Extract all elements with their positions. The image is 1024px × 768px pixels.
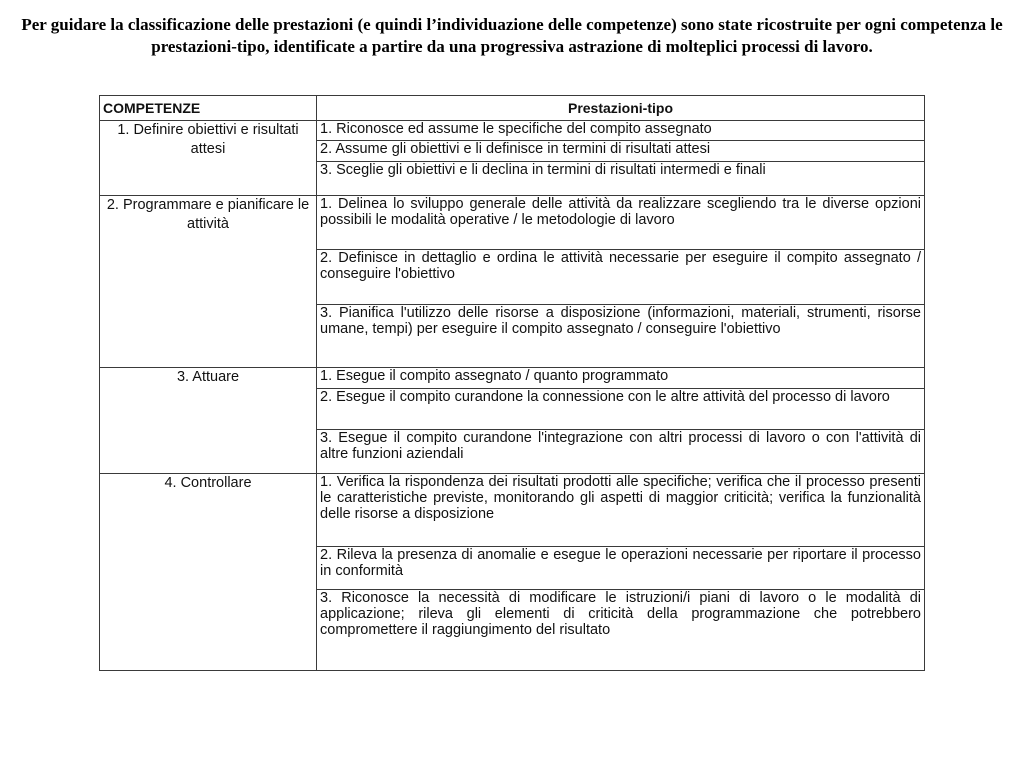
- header-competenze: COMPETENZE: [100, 96, 317, 121]
- prestazione-cell: 1. Delinea lo sviluppo generale delle attività da realizzare scegliendo tra le diverse opzioni possibili le modalità operative / le metodologie di lavoro: [317, 196, 925, 250]
- intro-paragraph: Per guidare la classificazione delle prestazioni (e quindi l’individuazione delle competenze) sono state ricostruite per ogni competenza le prestazioni-tipo, identificate a partire da una progressiva astrazione di molteplici processi di lavoro.: [21, 15, 1003, 56]
- prestazione-cell: 3. Pianifica l'utilizzo delle risorse a disposizione (informazioni, materiali, strumenti, risorse umane, tempi) per eseguire il compito assegnato / conseguire l'obiettivo: [317, 305, 925, 368]
- competenze-table-container: [99, 95, 924, 671]
- competenza-cell: 4. Controllare: [100, 474, 317, 671]
- prestazione-cell: 1. Esegue il compito assegnato / quanto programmato: [317, 368, 925, 389]
- prestazione-cell: 3. Esegue il compito curandone l'integrazione con altri processi di lavoro o con l'attività di altre funzioni aziendali: [317, 430, 925, 474]
- prestazione-cell: 3. Riconosce la necessità di modificare le istruzioni/i piani di lavoro o le modalità di applicazione; rileva gli elementi di criticità della programmazione che potrebbero compromettere il raggiungimento del risultato: [317, 590, 925, 671]
- prestazione-cell: 2. Assume gli obiettivi e li definisce in termini di risultati attesi: [317, 141, 925, 162]
- table-row: [100, 368, 925, 389]
- competenza-cell: 3. Attuare: [100, 368, 317, 474]
- competenza-cell: 2. Programmare e pianificare le attività: [100, 196, 317, 368]
- prestazione-cell: 1. Verifica la rispondenza dei risultati prodotti alle specifiche; verifica che il processo presenti le caratteristiche previste, monitorando gli aspetti di maggior criticità; verifica la funzionalità delle risorse a disposizione: [317, 474, 925, 547]
- prestazione-cell: 2. Rileva la presenza di anomalie e esegue le operazioni necessarie per riportare il processo in conformità: [317, 547, 925, 590]
- table-row: [100, 121, 925, 141]
- prestazione-cell: 2. Esegue il compito curandone la connessione con le altre attività del processo di lavoro: [317, 389, 925, 430]
- table-row: [100, 474, 925, 547]
- header-row: [100, 96, 925, 121]
- prestazione-cell: 1. Riconosce ed assume le specifiche del compito assegnato: [317, 121, 925, 141]
- competenza-cell: 1. Definire obiettivi e risultati attesi: [100, 121, 317, 196]
- prestazione-cell: 3. Sceglie gli obiettivi e li declina in termini di risultati intermedi e finali: [317, 162, 925, 196]
- table-row: [100, 196, 925, 250]
- header-prestazioni-tipo: Prestazioni-tipo: [317, 96, 925, 121]
- prestazione-cell: 2. Definisce in dettaglio e ordina le attività necessarie per eseguire il compito assegnato / conseguire l'obiettivo: [317, 250, 925, 305]
- competenze-table: [99, 95, 925, 671]
